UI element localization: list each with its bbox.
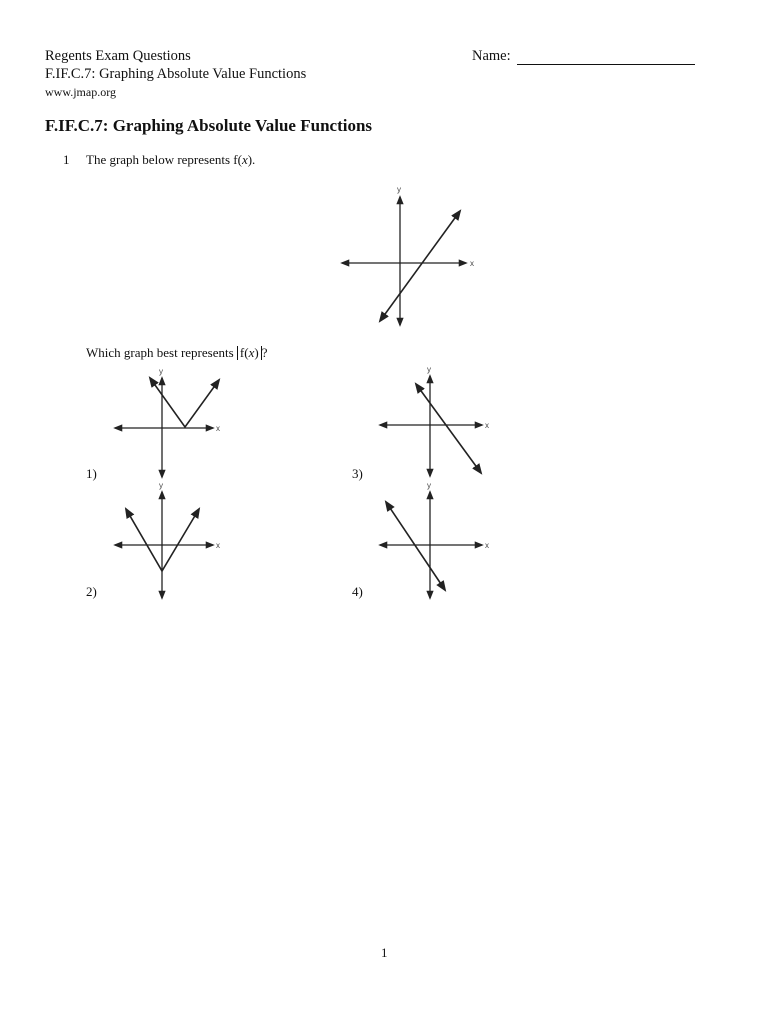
option-3-y-label: y [427, 365, 431, 374]
prompt-func: f( [239, 345, 249, 360]
option-1-label[interactable]: 1) [86, 466, 97, 481]
question-text-before: The graph below represents f( [86, 152, 242, 167]
header-standard: F.IF.C.7: Graphing Absolute Value Functions [45, 66, 307, 82]
option-4-y-label: y [427, 481, 431, 490]
option-3-x-label: x [485, 421, 489, 430]
option-4-x-label: x [485, 541, 489, 550]
option-3-label[interactable]: 3) [352, 466, 363, 481]
main-y-label: y [397, 185, 401, 194]
prompt-close: ) [254, 345, 259, 360]
option-1-x-label: x [216, 424, 220, 433]
question-prompt [86, 345, 267, 361]
option-2-label[interactable]: 2) [86, 584, 97, 599]
prompt-after: ? [261, 345, 268, 360]
option-1-curve [150, 378, 219, 427]
option-2-y-label: y [159, 481, 163, 490]
header-subject: Regents Exam Questions [45, 48, 191, 64]
option-3-graph [380, 365, 489, 476]
header-website: www.jmap.org [45, 85, 116, 99]
option-2-graph [115, 481, 220, 598]
question-text-after: ). [247, 152, 256, 167]
main-x-label: x [470, 259, 474, 268]
name-label: Name: [472, 48, 511, 64]
prompt-var: x [248, 345, 255, 360]
option-4-graph [380, 481, 489, 598]
page-number: 1 [381, 945, 388, 960]
question-number: 1 [63, 152, 70, 167]
option-1-y-label: y [159, 367, 163, 376]
main-graph-axes [342, 197, 466, 325]
option-3-line [416, 384, 481, 473]
prompt-before: Which graph best represents [86, 345, 237, 360]
option-4-label[interactable]: 4) [352, 584, 363, 599]
option-2-x-label: x [216, 541, 220, 550]
option-1-graph [115, 367, 220, 477]
abs-bar-left [237, 346, 238, 360]
option-4-line [386, 502, 445, 590]
page-title: F.IF.C.7: Graphing Absolute Value Functions [45, 116, 373, 135]
question-text-var: x [241, 152, 248, 167]
main-graph-line [380, 211, 460, 321]
